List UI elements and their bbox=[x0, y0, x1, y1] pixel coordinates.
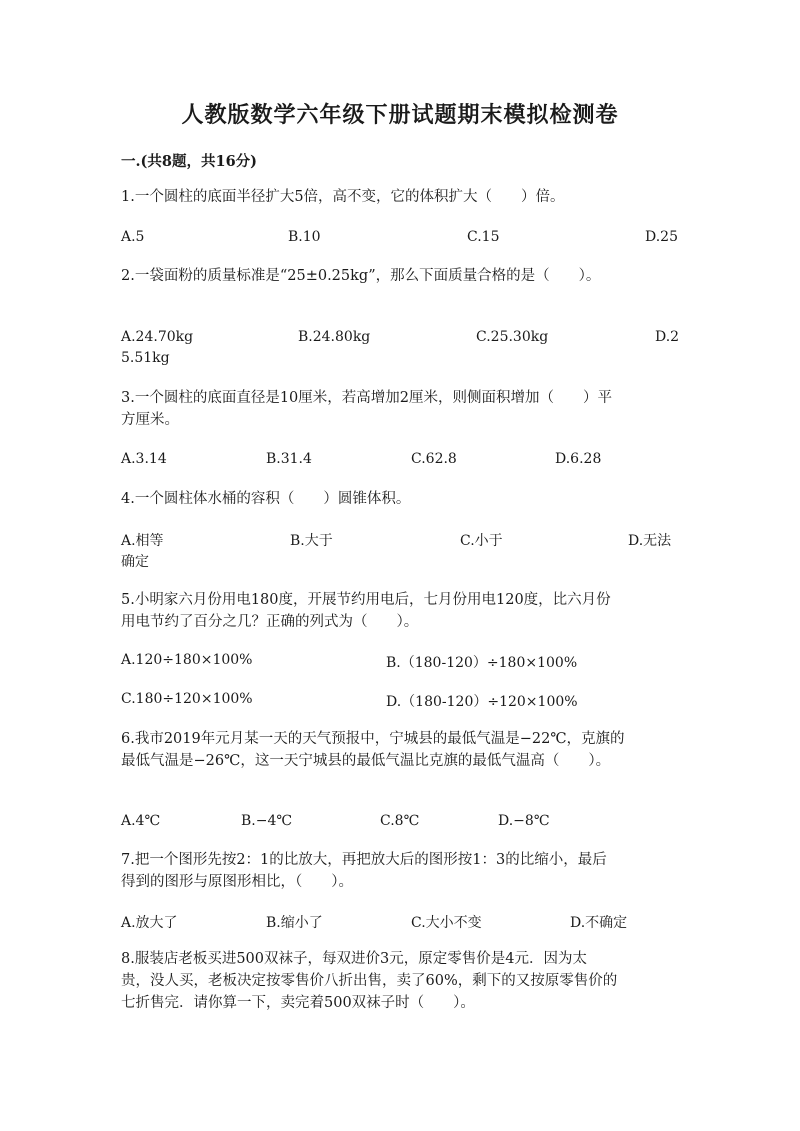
question-6-option-d[interactable]: D.−8℃ bbox=[498, 813, 550, 829]
question-4-option-c[interactable]: C.小于 bbox=[460, 533, 503, 549]
question-3-stem-line-2: 方厘米。 bbox=[121, 412, 179, 428]
question-7-option-d[interactable]: D.不确定 bbox=[570, 915, 628, 931]
question-7-option-c[interactable]: C.大小不变 bbox=[411, 915, 482, 931]
question-2-option-d[interactable]: D.2 bbox=[655, 329, 680, 345]
question-1-option-d[interactable]: D.25 bbox=[645, 229, 678, 245]
question-4-option-b[interactable]: B.大于 bbox=[290, 533, 333, 549]
question-8-stem-line-2: 贵，没人买，老板决定按零售价八折出售，卖了60%，剩下的又按原零售价的 bbox=[121, 973, 618, 989]
question-8-stem-line-3: 七折售完．请你算一下，卖完着500双袜子时（ ）。 bbox=[121, 995, 475, 1011]
question-3-option-a[interactable]: A.3.14 bbox=[121, 451, 167, 467]
question-2-option-b[interactable]: B.24.80kg bbox=[298, 329, 371, 345]
question-8-stem-line-1: 8.服装店老板买进500双袜子，每双进价3元，原定零售价是4元．因为太 bbox=[121, 951, 587, 967]
question-1-option-c[interactable]: C.15 bbox=[467, 229, 500, 245]
page-title: 人教版数学六年级下册试题期末模拟检测卷 bbox=[181, 102, 619, 128]
question-1-stem: 1.一个圆柱的底面半径扩大5倍，高不变，它的体积扩大（ ）倍。 bbox=[121, 189, 565, 205]
question-4-option-d[interactable]: D.无法 bbox=[628, 533, 672, 549]
question-5-option-a[interactable]: A.120÷180×100% bbox=[121, 652, 253, 668]
question-2-stem: 2.一袋面粉的质量标准是“25±0.25kg”，那么下面质量合格的是（ ）。 bbox=[121, 268, 601, 284]
question-6-option-b[interactable]: B.−4℃ bbox=[241, 813, 293, 829]
question-4-stem: 4.一个圆柱体水桶的容积（ ）圆锥体积。 bbox=[121, 491, 411, 507]
question-3-option-b[interactable]: B.31.4 bbox=[266, 451, 312, 467]
question-2-option-a[interactable]: A.24.70kg bbox=[121, 329, 194, 345]
question-5-option-d[interactable]: D.（180-120）÷120×100% bbox=[386, 694, 578, 710]
section-heading: 一.(共8题，共16分) bbox=[121, 153, 258, 170]
question-6-option-c[interactable]: C.8℃ bbox=[380, 813, 420, 829]
question-5-option-b[interactable]: B.（180-120）÷180×100% bbox=[386, 655, 578, 671]
question-6-option-a[interactable]: A.4℃ bbox=[121, 813, 161, 829]
question-5-stem-line-1: 5.小明家六月份用电180度，开展节约用电后，七月份用电120度，比六月份 bbox=[121, 592, 611, 608]
question-2-option-d-continued: 5.51kg bbox=[121, 350, 170, 366]
question-1-option-a[interactable]: A.5 bbox=[121, 229, 145, 245]
question-5-stem-line-2: 用电节约了百分之几？正确的列式为（ ）。 bbox=[121, 614, 419, 630]
question-2-option-c[interactable]: C.25.30kg bbox=[476, 329, 549, 345]
question-6-stem-line-2: 最低气温是−26℃，这一天宁城县的最低气温比克旗的最低气温高（ ）。 bbox=[121, 753, 611, 769]
question-3-option-d[interactable]: D.6.28 bbox=[555, 451, 602, 467]
question-7-option-a[interactable]: A.放大了 bbox=[121, 915, 178, 931]
question-6-stem-line-1: 6.我市2019年元月某一天的天气预报中，宁城县的最低气温是−22℃，克旗的 bbox=[121, 731, 625, 747]
question-4-option-a[interactable]: A.相等 bbox=[121, 533, 164, 549]
question-7-stem-line-2: 得到的图形与原图形相比，（ ）。 bbox=[121, 874, 353, 890]
question-1-option-b[interactable]: B.10 bbox=[288, 229, 321, 245]
question-3-option-c[interactable]: C.62.8 bbox=[411, 451, 457, 467]
question-7-option-b[interactable]: B.缩小了 bbox=[266, 915, 323, 931]
question-7-stem-line-1: 7.把一个图形先按2：1的比放大，再把放大后的图形按1：3的比缩小，最后 bbox=[121, 852, 607, 868]
question-5-option-c[interactable]: C.180÷120×100% bbox=[121, 691, 253, 707]
question-4-option-d-continued: 确定 bbox=[121, 554, 149, 570]
question-3-stem-line-1: 3.一个圆柱的底面直径是10厘米，若高增加2厘米，则侧面积增加（ ）平 bbox=[121, 390, 613, 406]
